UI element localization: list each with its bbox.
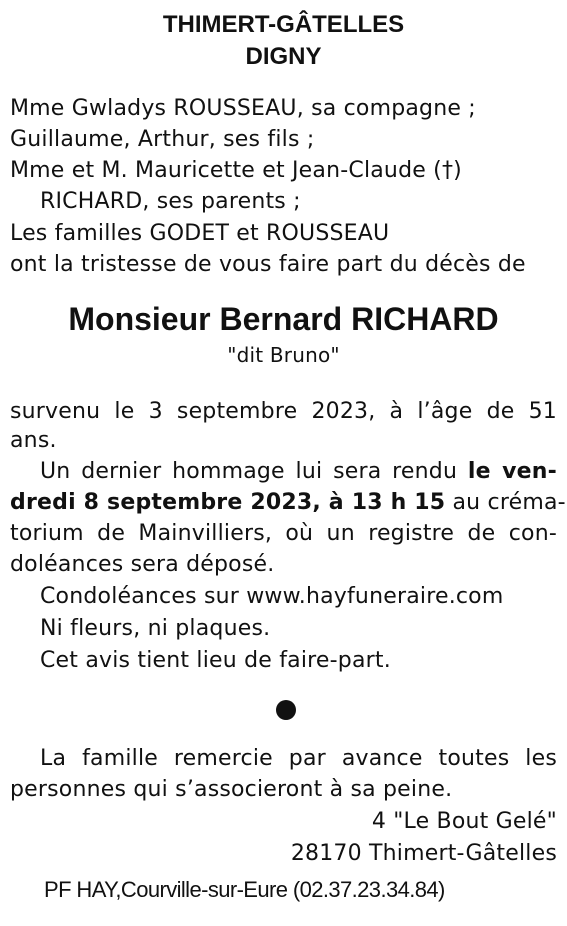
town-heading-1: THIMERT-GÂTELLES (162, 11, 405, 38)
tribute-text-b: au créma- (445, 490, 566, 515)
condolences-line: Condoléances sur www.hayfuneraire.com (40, 584, 504, 609)
tribute-line-2 (10, 489, 566, 516)
family-line-1: Mme Gwladys ROUSSEAU, sa compagne ; (10, 96, 476, 121)
deceased-nickname: "dit Bruno" (227, 343, 340, 367)
tribute-line-3: torium de Mainvilliers, où un registre de con- (10, 521, 557, 546)
address-street: 4 "Le Bout Gelé" (371, 809, 557, 834)
no-flowers-line: Ni fleurs, ni plaques. (40, 616, 271, 641)
thanks-line-2: personnes qui s’associeront à sa peine. (10, 777, 453, 802)
tribute-line-1 (10, 458, 557, 485)
announcement-line-1: survenu le 3 septembre 2023, à l’âge de 51 (10, 399, 557, 424)
address-city: 28170 Thimert-Gâtelles (290, 841, 557, 866)
tribute-text-a: Un dernier hommage lui sera rendu (40, 459, 468, 484)
family-line-4: RICHARD, ses parents ; (40, 189, 301, 214)
town-heading-2: DIGNY (245, 43, 322, 70)
family-line-3: Mme et M. Mauricette et Jean-Claude (†) (10, 158, 462, 183)
thanks-line-1: La famille remercie par avance toutes les (40, 746, 557, 771)
deceased-name: Monsieur Bernard RICHARD (68, 301, 499, 337)
notice-line: Cet avis tient lieu de faire-part. (40, 648, 391, 673)
tribute-date-b: dredi 8 septembre 2023, à 13 h 15 (10, 490, 446, 515)
tribute-date-a: le ven- (467, 459, 557, 484)
family-line-2: Guillaume, Arthur, ses fils ; (10, 127, 315, 152)
funeral-home: PF HAY,Courville-sur-Eure (02.37.23.34.84) (44, 877, 445, 902)
announcement-line-2: ans. (10, 428, 57, 453)
tribute-line-4: doléances sera déposé. (10, 552, 275, 577)
bullet-separator (276, 700, 296, 720)
family-line-6: ont la tristesse de vous faire part du décès de (10, 252, 526, 277)
family-line-5: Les familles GODET et ROUSSEAU (10, 221, 390, 246)
